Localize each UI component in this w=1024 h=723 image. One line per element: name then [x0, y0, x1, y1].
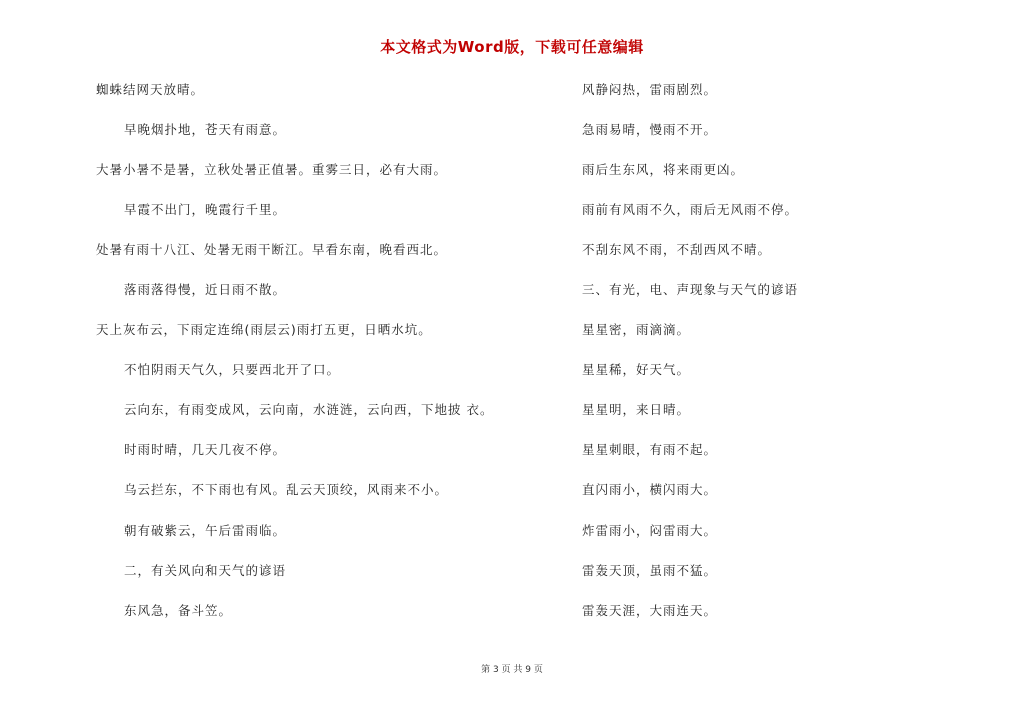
text-line: 炸雷雨小，闷雷雨大。	[582, 523, 718, 538]
text-line: 不怕阴雨天气久，只要西北开了口。	[124, 362, 341, 377]
text-line: 落雨落得慢，近日雨不散。	[124, 282, 287, 297]
text-line: 直闪雨小，横闪雨大。	[582, 482, 718, 497]
text-line: 乌云拦东，不下雨也有风。乱云天顶绞，风雨来不小。	[124, 482, 449, 497]
text-line: 雷轰天涯，大雨连天。	[582, 603, 718, 618]
text-line: 早晚烟扑地，苍天有雨意。	[124, 122, 287, 137]
text-line: 星星密，雨滴滴。	[582, 322, 691, 337]
text-line: 处暑有雨十八江、处暑无雨干断江。早看东南，晚看西北。	[96, 242, 448, 257]
text-line: 急雨易晴，慢雨不开。	[582, 122, 718, 137]
page-number-footer: 第 3 页 共 9 页	[481, 665, 543, 675]
text-line: 雨后生东风，将来雨更凶。	[582, 162, 745, 177]
text-line: 不刮东风不雨，不刮西风不晴。	[582, 242, 772, 257]
text-line: 雷轰天顶，虽雨不猛。	[582, 563, 718, 578]
text-line: 天上灰布云，下雨定连绵(雨层云)雨打五更，日晒水坑。	[96, 322, 432, 337]
text-line: 大暑小暑不是暑，立秋处暑正值暑。重雾三日，必有大雨。	[96, 162, 448, 177]
text-line: 朝有破紫云，午后雷雨临。	[124, 523, 287, 538]
text-line: 早霞不出门，晚霞行千里。	[124, 202, 287, 217]
text-line: 风静闷热，雷雨剧烈。	[582, 82, 718, 97]
text-line: 星星明，来日晴。	[582, 402, 691, 417]
text-line: 星星刺眼，有雨不起。	[582, 442, 718, 457]
text-line: 东风急，备斗笠。	[124, 603, 233, 618]
section-heading: 二，有关风向和天气的谚语	[124, 563, 287, 578]
text-line: 云向东，有雨变成风，云向南，水涟涟，云向西，下地披 衣。	[124, 402, 494, 417]
text-line: 时雨时晴，几天几夜不停。	[124, 442, 287, 457]
section-heading: 三、有光，电、声现象与天气的谚语	[582, 282, 799, 297]
text-line: 雨前有风雨不久，雨后无风雨不停。	[582, 202, 799, 217]
text-line: 星星稀，好天气。	[582, 362, 691, 377]
document-header: 本文格式为Word版，下载可任意编辑	[380, 38, 644, 56]
text-line: 蜘蛛结网天放晴。	[96, 82, 205, 97]
